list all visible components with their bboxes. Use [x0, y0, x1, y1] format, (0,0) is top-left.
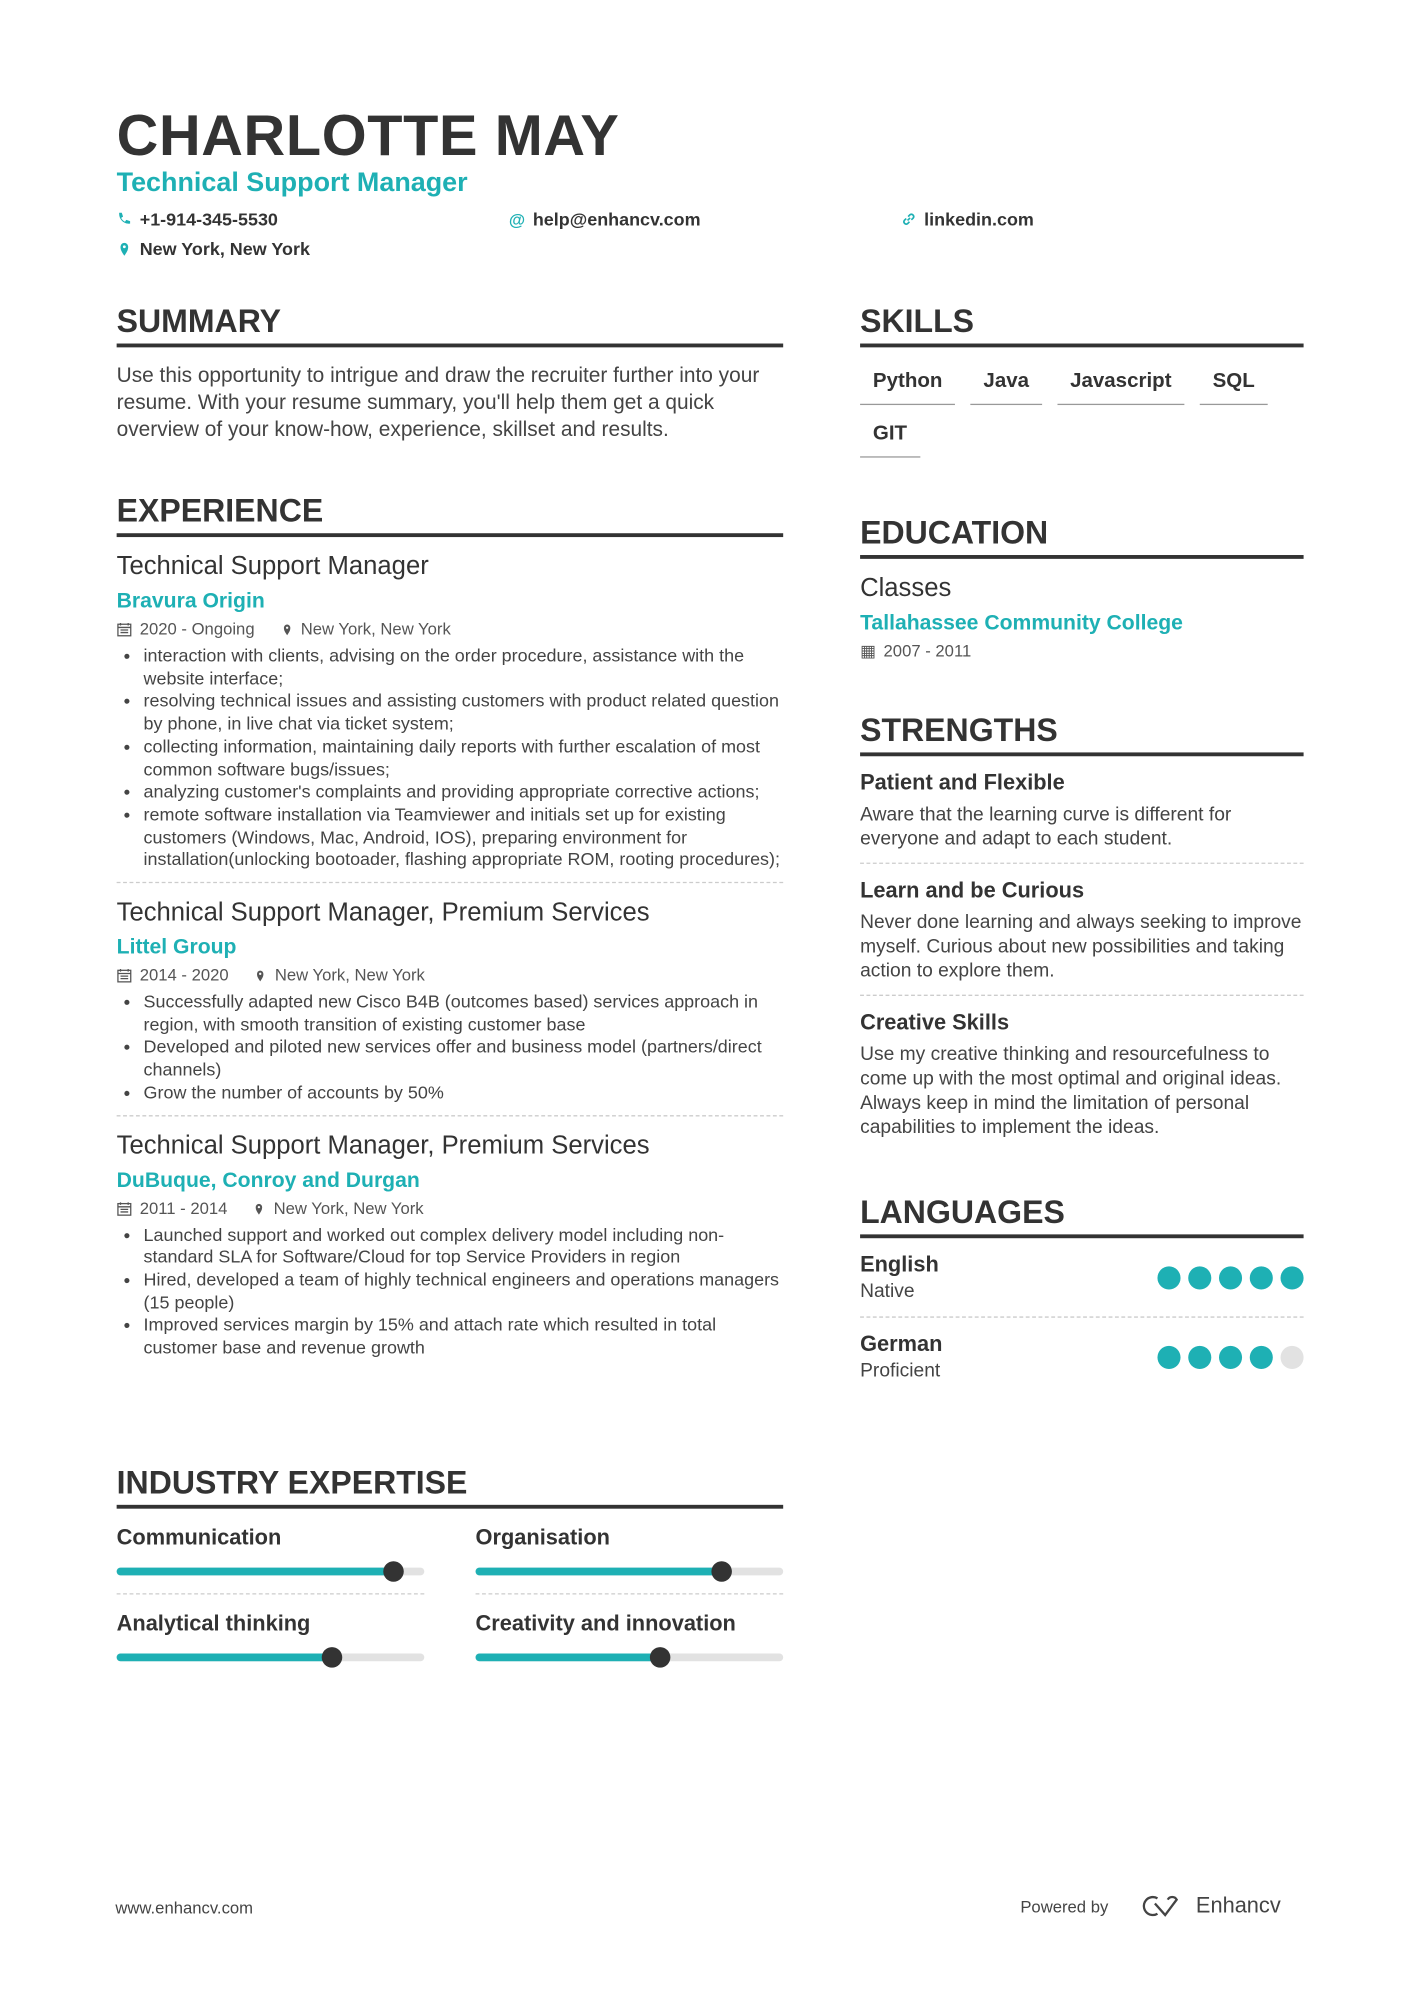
strength-title: Patient and Flexible [860, 770, 1065, 795]
calendar-icon [117, 1200, 132, 1215]
footer-powered-by: Powered by [1020, 1897, 1109, 1917]
strength-item [860, 863, 1304, 995]
expertise-bar-fill [117, 1654, 332, 1662]
email-text[interactable]: help@enhancv.com [532, 208, 701, 230]
rating-dot [1219, 1266, 1242, 1289]
job-dates: 2020 - Ongoing [139, 619, 255, 639]
expertise-bar-knob [383, 1561, 404, 1582]
summary-text: Use this opportunity to intrigue and draw the recruiter further into your resume. With your resume summary, you'll help them get a quick overview of your know-how, experience, skillset and results. [116, 364, 760, 441]
strength-item [860, 756, 1304, 862]
job-entry [117, 550, 784, 882]
language-info [860, 1331, 942, 1384]
skills-section [860, 303, 1304, 458]
bullet-item: • Successfully adapted new Cisco B4B (outcomes based) services approach in region, with smooth transition of existing customer base [144, 991, 784, 1036]
expertise-bar-fill [117, 1568, 394, 1576]
bullet-item: • resolving technical issues and assisting customers with product related question by phone, in live chat via ticket system; [144, 690, 784, 735]
expertise-label: Creativity and innovation [475, 1611, 736, 1636]
enhancv-logo [1140, 1893, 1281, 1919]
expertise-bar [476, 1568, 784, 1576]
enhancv-logo-icon [1140, 1893, 1186, 1919]
footer-website[interactable]: www.enhancv.com [115, 1898, 254, 1918]
company-name: Littel Group [116, 935, 237, 959]
expertise-bar-knob [650, 1647, 671, 1668]
rating-dot [1250, 1345, 1273, 1368]
section-heading: LANGUAGES [860, 1193, 1304, 1238]
job-bullets [117, 1224, 784, 1360]
strengths-section [860, 711, 1304, 1151]
job-entry [117, 1115, 784, 1370]
enhancv-brand: Enhancv [1195, 1893, 1281, 1918]
bullet-item: • Hired, developed a team of highly technical engineers and operations managers (15 people) [144, 1269, 784, 1314]
job-location: New York, New York [300, 619, 451, 639]
skill-tag: Python [860, 363, 955, 405]
strength-title: Creative Skills [860, 1010, 1010, 1035]
rating-dot [1157, 1345, 1180, 1368]
location-pin-icon [280, 622, 293, 637]
language-info [860, 1251, 939, 1304]
rating-dot [1157, 1266, 1180, 1289]
job-dates-wrap [117, 963, 229, 989]
degree: Classes [860, 574, 952, 603]
location-pin-icon [117, 241, 132, 256]
bullet-item: • collecting information, maintaining daily reports with further escalation of most common software bugs/issues; [144, 736, 784, 781]
job-title: Technical Support Manager [116, 552, 429, 581]
job-dates-wrap [117, 1195, 228, 1221]
bullet-item: • remote software installation via Teamviewer and initials set up for existing customers (Windows, Mac, Android, IOS), preparing environment for installation(unlocking bootoader, flashing appropriate ROM, rooting procedures); [144, 804, 784, 872]
expertise-bar [117, 1654, 425, 1662]
section-heading: SKILLS [860, 303, 1304, 348]
job-location: New York, New York [274, 965, 425, 985]
bullet-item: • analyzing customer's complaints and providing appropriate corrective actions; [144, 781, 784, 804]
skill-tag: SQL [1200, 363, 1268, 405]
calendar-icon [117, 968, 132, 983]
skill-tag: Javascript [1057, 363, 1184, 405]
strength-text: Never done learning and always seeking to improve myself. Curious about new possibilities and taking action to explore them. [860, 911, 1302, 982]
linkedin[interactable] [901, 209, 1034, 230]
bullet-item: • Developed and piloted new services offer and business model (partners/direct channels) [144, 1036, 784, 1081]
job-meta [117, 1195, 784, 1221]
rating-dot [1188, 1345, 1211, 1368]
language-item [860, 1238, 1304, 1316]
location-pin-icon [253, 1200, 266, 1215]
rating-dot [1281, 1266, 1304, 1289]
expertise-bar-fill [476, 1654, 661, 1662]
expertise-label: Analytical thinking [116, 1611, 311, 1636]
industry-expertise-section [117, 1464, 784, 1679]
language-level: Native [860, 1280, 915, 1303]
location [117, 238, 310, 259]
section-heading: INDUSTRY EXPERTISE [117, 1464, 784, 1509]
at-icon: @ [508, 209, 526, 229]
job-location: New York, New York [273, 1197, 424, 1218]
calendar-icon: ▦ [860, 640, 876, 661]
expertise-item [476, 1593, 784, 1679]
job-location-wrap [254, 963, 425, 989]
rating-dot [1188, 1266, 1211, 1289]
phone [117, 209, 278, 230]
bullet-item: • Grow the number of accounts by 50% [144, 1082, 784, 1105]
job-meta [117, 617, 784, 643]
experience-section [117, 492, 784, 1370]
strength-item [860, 995, 1304, 1151]
expertise-bar [476, 1654, 784, 1662]
languages-section [860, 1193, 1304, 1396]
strength-text: Aware that the learning curve is different for everyone and adapt to each student. [860, 803, 1232, 850]
linkedin-text[interactable]: linkedin.com [924, 208, 1034, 230]
calendar-icon [117, 622, 132, 637]
phone-icon [117, 211, 132, 226]
location-text: New York, New York [139, 238, 310, 259]
bullet-item: • interaction with clients, advising on the order procedure, assistance with the website interface; [144, 645, 784, 690]
skill-tag: GIT [860, 415, 920, 457]
rating-dot [1281, 1345, 1304, 1368]
section-heading: STRENGTHS [860, 711, 1304, 756]
expertise-label: Communication [116, 1525, 282, 1550]
expertise-item [476, 1521, 784, 1593]
education-dates: 2007 - 2011 [883, 640, 972, 661]
expertise-item [117, 1593, 425, 1679]
job-dates: 2011 - 2014 [139, 1197, 228, 1218]
company-name: Bravura Origin [116, 589, 265, 613]
section-heading: EXPERIENCE [117, 492, 784, 537]
expertise-bar [117, 1568, 425, 1576]
expertise-bar-knob [322, 1647, 343, 1668]
expertise-label: Organisation [475, 1525, 610, 1550]
expertise-bar-fill [476, 1568, 722, 1576]
education-section [860, 514, 1304, 664]
language-rating [1157, 1345, 1303, 1368]
job-title: Technical Support Manager, Premium Services [116, 1131, 650, 1160]
language-name: German [860, 1331, 943, 1357]
job-location-wrap [253, 1195, 424, 1221]
language-item [860, 1316, 1304, 1395]
bullet-item: • Improved services margin by 15% and attach rate which resulted in total customer base and revenue growth [144, 1314, 784, 1359]
rating-dot [1250, 1266, 1273, 1289]
email[interactable] [509, 209, 701, 230]
job-entry [117, 882, 784, 1115]
summary-section [117, 303, 784, 444]
job-dates-wrap [117, 617, 255, 643]
company-name: DuBuque, Conroy and Durgan [116, 1168, 420, 1192]
phone-text: +1-914-345-5530 [139, 208, 278, 230]
strength-text: Use my creative thinking and resourcefulness to come up with the most optimal and original ideas. Always keep in mind the limitation of personal capabilities to implement the ideas. [860, 1043, 1282, 1139]
candidate-title: Technical Support Manager [116, 167, 468, 198]
job-meta [117, 963, 784, 989]
bullet-item: • Launched support and worked out complex delivery model including non-standard SLA for Software/Cloud for top Service Providers in region [144, 1224, 784, 1269]
job-location-wrap [280, 617, 451, 643]
section-heading: SUMMARY [117, 303, 784, 348]
job-bullets [117, 645, 784, 872]
rating-dot [1219, 1345, 1242, 1368]
job-dates: 2014 - 2020 [139, 965, 229, 985]
language-name: English [860, 1252, 939, 1277]
section-heading: EDUCATION [860, 514, 1304, 559]
job-title: Technical Support Manager, Premium Services [116, 898, 650, 927]
link-icon [901, 211, 916, 226]
school: Tallahassee Community College [860, 611, 1183, 635]
language-level: Proficient [860, 1359, 941, 1382]
candidate-name: CHARLOTTE MAY [116, 102, 620, 168]
skill-tag: Java [971, 363, 1042, 405]
language-rating [1157, 1266, 1303, 1289]
job-bullets [117, 991, 784, 1104]
expertise-item [117, 1521, 425, 1593]
expertise-bar-knob [711, 1561, 732, 1582]
strength-title: Learn and be Curious [860, 878, 1085, 903]
location-pin-icon [254, 968, 267, 983]
